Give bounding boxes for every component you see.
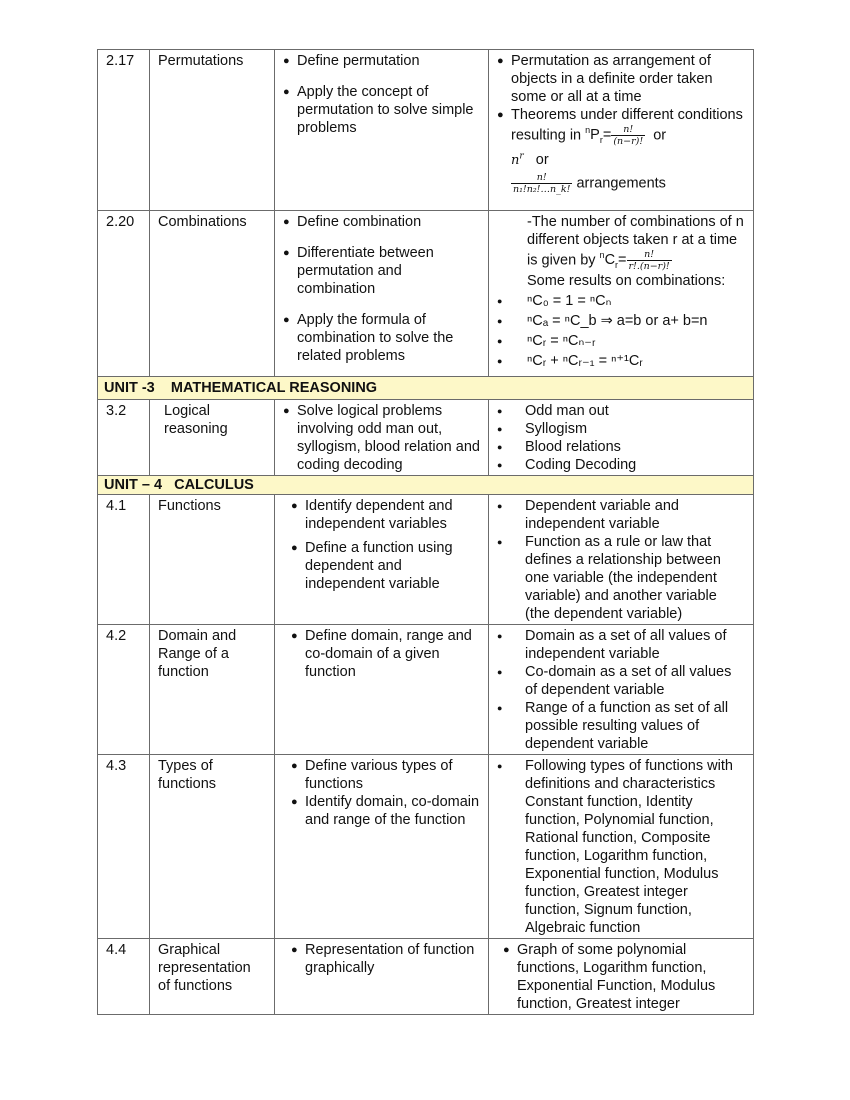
- row-content: [489, 755, 754, 939]
- multinomial-formula: $\frac{n!}{\text{n₁!n₂!…n\_k!}}$: [513, 172, 571, 195]
- row-topic: Permutations: [150, 50, 275, 211]
- row-topic: Combinations: [150, 211, 275, 377]
- list-item: ● Permutation as arrangement of objects in a definite order taken some or all at a time: [497, 53, 713, 105]
- list-item: ● Define permutation: [283, 53, 420, 69]
- bullet-icon: ●: [497, 460, 503, 470]
- power-formula: $n^r$: [511, 151, 524, 168]
- bullet-icon: ●: [497, 703, 503, 713]
- bullet-icon: ●: [497, 537, 503, 547]
- bullet-icon: ●: [283, 405, 290, 417]
- bullet-icon: ●: [497, 296, 503, 306]
- list-item: ● Define domain, range and co-domain of a given function: [291, 628, 472, 680]
- row-content: -The number of combinations of n different objects taken r at a time is given by $^nC_r=$ $\frac{n!}{r!.(n-r)!}$ Some results on combinations: ● ⁿC₀ = 1 = ⁿCₙ ● ⁿCₐ = ⁿC_b ⇒ a=b or a+ b=n ● ⁿCᵣ = ⁿCₙ₋ᵣ ● ⁿCᵣ + ⁿCᵣ₋₁ = ⁿ⁺¹Cᵣ: [489, 211, 754, 377]
- list-item: ● Domain as a set of all values of independent variable: [497, 628, 727, 662]
- bullet-icon: ●: [291, 542, 298, 554]
- bullet-icon: ●: [283, 86, 290, 98]
- table-row: [98, 211, 754, 377]
- list-item: ● Apply the formula of combination to solve the related problems: [283, 312, 454, 364]
- bullet-icon: ●: [497, 109, 504, 121]
- list-item: ● Representation of function graphically: [291, 942, 475, 976]
- list-item: ● Solve logical problems involving odd man out, syllogism, blood relation and coding decoding: [283, 403, 480, 473]
- list-item: ● Graph of some polynomial functions, Logarithm function, Exponential Function, Modulus function, Greatest integer: [503, 942, 716, 1012]
- table-row: [98, 495, 754, 625]
- row-content: ● Permutation as arrangement of objects in a definite order taken some or all at a time ● Theorems under different conditions resulting in $^nP_r=$ $\frac{n!}{(n-r)!}$ or $n^r$ or $\frac{n!}{\text{n₁!n₂!…n\_k!}}$ arrangements: [489, 50, 754, 211]
- bullet-icon: ●: [283, 55, 290, 67]
- list-item: ● Define various types of functions: [291, 758, 453, 792]
- row-objectives: [275, 755, 489, 939]
- bullet-icon: ●: [503, 944, 510, 956]
- table-row: [98, 50, 754, 211]
- bullet-icon: ●: [291, 500, 298, 512]
- row-code: 4.4: [98, 939, 150, 1015]
- list-item: ● Following types of functions with definitions and characteristics Constant function, Identity function, Polynomial function, Rational function, Composite function, Logarithm function, Exponential function, Modulus function, Greatest integer function, Signum function, Algebraic function: [497, 758, 733, 936]
- list-item: ● Dependent variable and independent variable: [497, 498, 679, 532]
- bullet-icon: ●: [497, 631, 503, 641]
- permutation-formula: $^nP_r=$ $\frac{n!}{(n-r)!}$: [585, 124, 644, 147]
- row-objectives: [275, 625, 489, 755]
- list-item: ● Co-domain as a set of all values of dependent variable: [497, 664, 732, 698]
- list-item: ● Function as a rule or law that defines a relationship between one variable (the independent variable) and another variable (the dependent variable): [497, 534, 721, 622]
- row-topic: Domain and Range of a function: [150, 625, 275, 755]
- row-code: 2.17: [98, 50, 150, 211]
- list-item: ● Define combination: [283, 214, 422, 230]
- bullet-icon: ●: [497, 761, 503, 771]
- bullet-icon: ●: [497, 55, 504, 67]
- list-item: ● Identify dependent and independent variables: [291, 498, 453, 532]
- list-item: ● ⁿC₀ = 1 = ⁿCₙ: [497, 293, 612, 309]
- row-content: [489, 495, 754, 625]
- row-code: 4.2: [98, 625, 150, 755]
- list-item: ● ⁿCₐ = ⁿC_b ⇒ a=b or a+ b=n: [497, 313, 708, 329]
- bullet-icon: ●: [497, 316, 503, 326]
- list-item: ● Differentiate between permutation and combination: [283, 245, 434, 297]
- bullet-icon: ●: [497, 336, 503, 346]
- bullet-icon: ●: [291, 760, 298, 772]
- table-row: [98, 755, 754, 939]
- list-item: ● Odd man out: [497, 403, 609, 419]
- row-content: [489, 625, 754, 755]
- row-code: 4.3: [98, 755, 150, 939]
- syllabus-table: [97, 49, 754, 1015]
- row-objectives: [275, 211, 489, 377]
- list-item: ● Range of a function as set of all possible resulting values of dependent variable: [497, 700, 729, 752]
- row-topic: Types of functions: [150, 755, 275, 939]
- bullet-icon: ●: [291, 796, 298, 808]
- bullet-icon: ●: [291, 630, 298, 642]
- bullet-icon: ●: [497, 501, 503, 511]
- unit-header-row: [98, 377, 754, 400]
- row-content: [489, 939, 754, 1015]
- row-objectives: [275, 495, 489, 625]
- bullet-icon: ●: [497, 667, 503, 677]
- row-topic: Logical reasoning: [150, 400, 275, 476]
- table-row: [98, 939, 754, 1015]
- row-topic: Graphical representation of functions: [150, 939, 275, 1015]
- bullet-icon: ●: [283, 314, 290, 326]
- bullet-icon: ●: [497, 406, 503, 416]
- bullet-icon: ●: [291, 944, 298, 956]
- table-row: [98, 625, 754, 755]
- list-item: ● Theorems under different conditions resulting in $^nP_r=$ $\frac{n!}{(n-r)!}$ or: [497, 107, 743, 147]
- list-item: ● ⁿCᵣ = ⁿCₙ₋ᵣ: [497, 333, 596, 349]
- table-row: [98, 400, 754, 476]
- list-item: ● Blood relations: [497, 439, 621, 455]
- unit-4-heading: UNIT – 4 CALCULUS: [98, 476, 754, 495]
- bullet-icon: ●: [283, 216, 290, 228]
- list-item: ● Coding Decoding: [497, 457, 637, 473]
- row-code: 3.2: [98, 400, 150, 476]
- unit-3-heading: UNIT -3 MATHEMATICAL REASONING: [98, 377, 754, 400]
- bullet-icon: ●: [497, 424, 503, 434]
- row-code: 4.1: [98, 495, 150, 625]
- unit-header-row: [98, 476, 754, 495]
- bullet-icon: ●: [497, 356, 503, 366]
- list-item: ● Apply the concept of permutation to solve simple problems: [283, 84, 474, 136]
- row-content: [489, 400, 754, 476]
- list-item: ● Define a function using dependent and independent variable: [291, 540, 453, 592]
- list-item: ● ⁿCᵣ + ⁿCᵣ₋₁ = ⁿ⁺¹Cᵣ: [497, 353, 643, 369]
- row-objectives: [275, 400, 489, 476]
- list-item: ● Syllogism: [497, 421, 588, 437]
- list-item: ● Identify domain, co-domain and range of the function: [291, 794, 480, 828]
- combination-formula: $^nC_r=$ $\frac{n!}{r!.(n-r)!}$: [599, 249, 670, 272]
- row-topic: Functions: [150, 495, 275, 625]
- row-objectives: [275, 50, 489, 211]
- row-objectives: [275, 939, 489, 1015]
- bullet-icon: ●: [283, 247, 290, 259]
- bullet-icon: ●: [497, 442, 503, 452]
- row-code: 2.20: [98, 211, 150, 377]
